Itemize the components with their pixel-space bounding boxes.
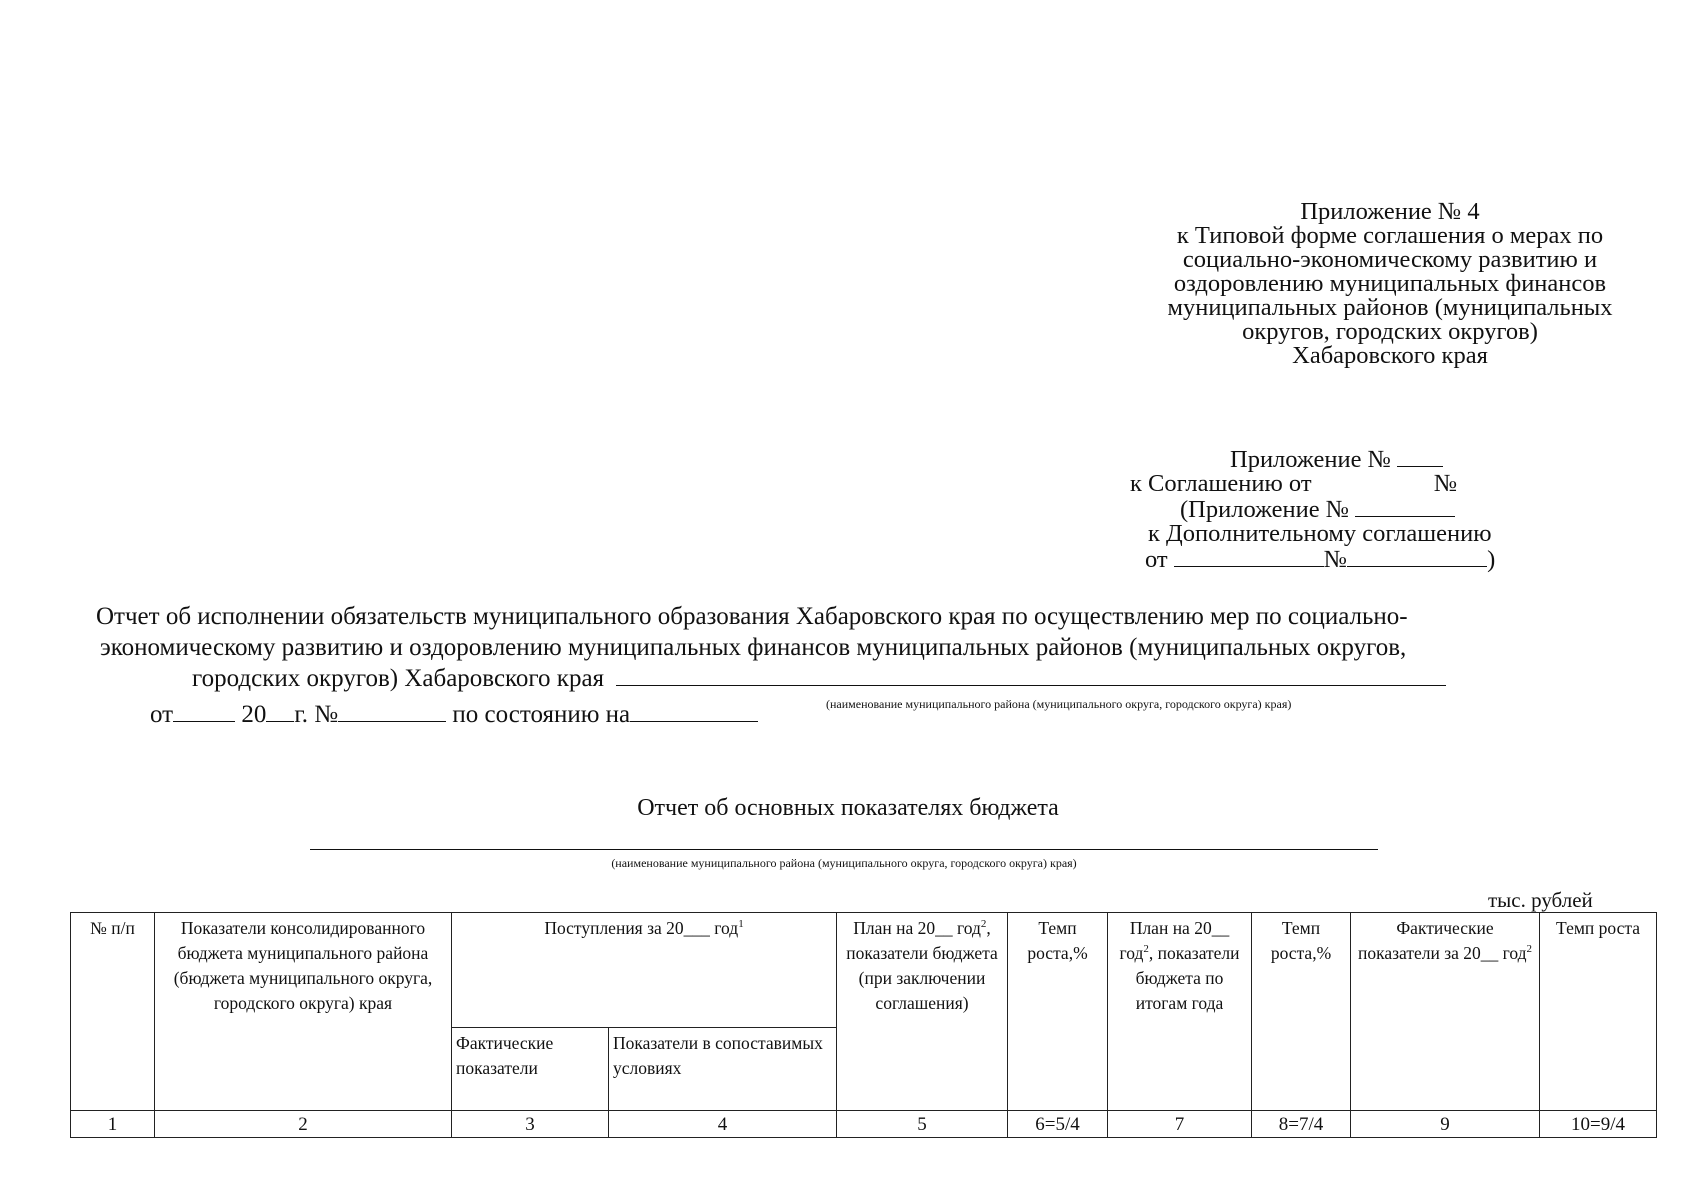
budget-name-blank[interactable] — [310, 849, 1378, 850]
agreement-block — [1120, 446, 1580, 572]
supplement-no-label: № — [1323, 546, 1348, 573]
agreement-from-label: к Соглашению от — [1130, 470, 1312, 497]
header-indicators: Показатели консолидированного бюджета муниципального района (бюджета муниципального округа, городского округа) края — [155, 913, 452, 1111]
report-date-year-label: 20 — [241, 701, 267, 728]
supplement-close-paren: ) — [1487, 546, 1496, 573]
header-plan-agreement-rest: , показатели бюджета (при заключении соглашения) — [846, 918, 998, 1013]
report-title-line3-text: городских округов) Хабаровского края — [192, 665, 605, 692]
header-receipts-footnote: 1 — [738, 918, 744, 931]
report-date-day-blank[interactable] — [173, 701, 235, 722]
supplement-from-label: от — [1145, 546, 1168, 573]
header-fact-footnote: 2 — [1526, 943, 1533, 956]
header-receipts — [452, 913, 837, 1028]
header-receipts-text: Поступления за 20___ год — [544, 918, 739, 938]
header-plan-agreement-text: План на 20__ год — [853, 918, 981, 938]
supplement-appendix-number-blank[interactable] — [1355, 496, 1455, 517]
report-date-from-label: от — [150, 701, 174, 728]
col-number-cell: 2 — [155, 1111, 452, 1138]
report-state-date-blank[interactable] — [630, 701, 758, 722]
agreement-line4: к Дополнительному соглашению — [1148, 520, 1492, 547]
col-number-cell: 5 — [837, 1111, 1008, 1138]
report-date-year-blank[interactable] — [266, 701, 294, 722]
header-plan-agreement — [837, 913, 1008, 1111]
units-label: тыс. рублей — [1488, 888, 1593, 912]
appendix-line: округов, городских округов) — [1242, 318, 1538, 345]
header-num: № п/п — [71, 913, 155, 1111]
col-number-cell: 6=5/4 — [1008, 1111, 1108, 1138]
budget-title: Отчет об основных показателях бюджета — [637, 795, 1059, 821]
supplement-number-blank[interactable] — [1347, 546, 1487, 567]
appendix-line: социально-экономическому развитию и — [1182, 246, 1598, 273]
table-header-row — [71, 913, 1657, 1028]
header-comparable: Показатели в сопоставимых условиях — [609, 1028, 837, 1111]
supplement-date-blank[interactable] — [1174, 546, 1324, 567]
report-title-line3 — [192, 664, 1446, 694]
agreement-line3 — [1120, 496, 1580, 522]
municipality-name-blank[interactable] — [616, 665, 1446, 686]
header-plan-year-text: План на 20__ год — [1119, 918, 1230, 963]
header-fact — [1351, 913, 1540, 1111]
header-fact-text: Фактические показатели за 20__ год — [1357, 918, 1527, 963]
agreement-line5 — [1120, 546, 1580, 572]
report-name-note: (наименование муниципального района (муниципального округа, городского округа) края) — [826, 697, 1292, 711]
report-title-line1: Отчет об исполнении обязательств муниципального образования Хабаровского края по осуществлению мер по социально- — [96, 603, 1408, 630]
appendix-line: оздоровлению муниципальных финансов — [1173, 270, 1607, 297]
col-number-cell: 8=7/4 — [1252, 1111, 1351, 1138]
report-title-line2: экономическому развитию и оздоровлению муниципальных финансов муниципальных районов (муниципальных округов, — [100, 634, 1407, 661]
appendix-line: Хабаровского края — [1292, 342, 1488, 369]
report-state-label: по состоянию на — [452, 701, 631, 728]
header-plan-year — [1108, 913, 1252, 1111]
budget-name-note: (наименование муниципального района (муниципального округа, городского округа) края) — [611, 856, 1077, 870]
header-plan-agreement-footnote: 2 — [980, 918, 987, 931]
appendix-line: к Типовой форме соглашения о мерах по — [1176, 222, 1604, 249]
agreement-appendix-label: Приложение № — [1230, 446, 1391, 473]
supplement-appendix-label: (Приложение № — [1180, 496, 1350, 523]
agreement-line1 — [1120, 446, 1580, 472]
agreement-line2 — [1120, 472, 1580, 496]
header-plan-year-rest: , показатели бюджета по итогам года — [1135, 943, 1240, 1013]
header-actual: Фактические показатели — [452, 1028, 609, 1111]
header-growth-a: Темп роста,% — [1008, 913, 1108, 1111]
col-number-cell: 3 — [452, 1111, 609, 1138]
appendix-line: Приложение № 4 — [1300, 198, 1480, 225]
header-growth-c: Темп роста — [1540, 913, 1657, 1111]
header-plan-year-footnote: 2 — [1143, 943, 1149, 956]
col-number-cell: 10=9/4 — [1540, 1111, 1657, 1138]
report-number-blank[interactable] — [338, 701, 446, 722]
col-number-cell: 7 — [1108, 1111, 1252, 1138]
col-number-cell: 4 — [609, 1111, 837, 1138]
appendix-header — [1120, 200, 1660, 368]
report-date-line — [150, 700, 758, 730]
table-number-row — [71, 1111, 1657, 1138]
report-date-number-label: г. № — [294, 701, 339, 728]
col-number-cell: 1 — [71, 1111, 155, 1138]
agreement-appendix-number-blank[interactable] — [1397, 446, 1443, 467]
header-growth-b: Темп роста,% — [1252, 913, 1351, 1111]
col-number-cell: 9 — [1351, 1111, 1540, 1138]
budget-table — [70, 912, 1657, 1138]
agreement-no-label: № — [1433, 470, 1458, 497]
appendix-line: муниципальных районов (муниципальных — [1167, 294, 1613, 321]
